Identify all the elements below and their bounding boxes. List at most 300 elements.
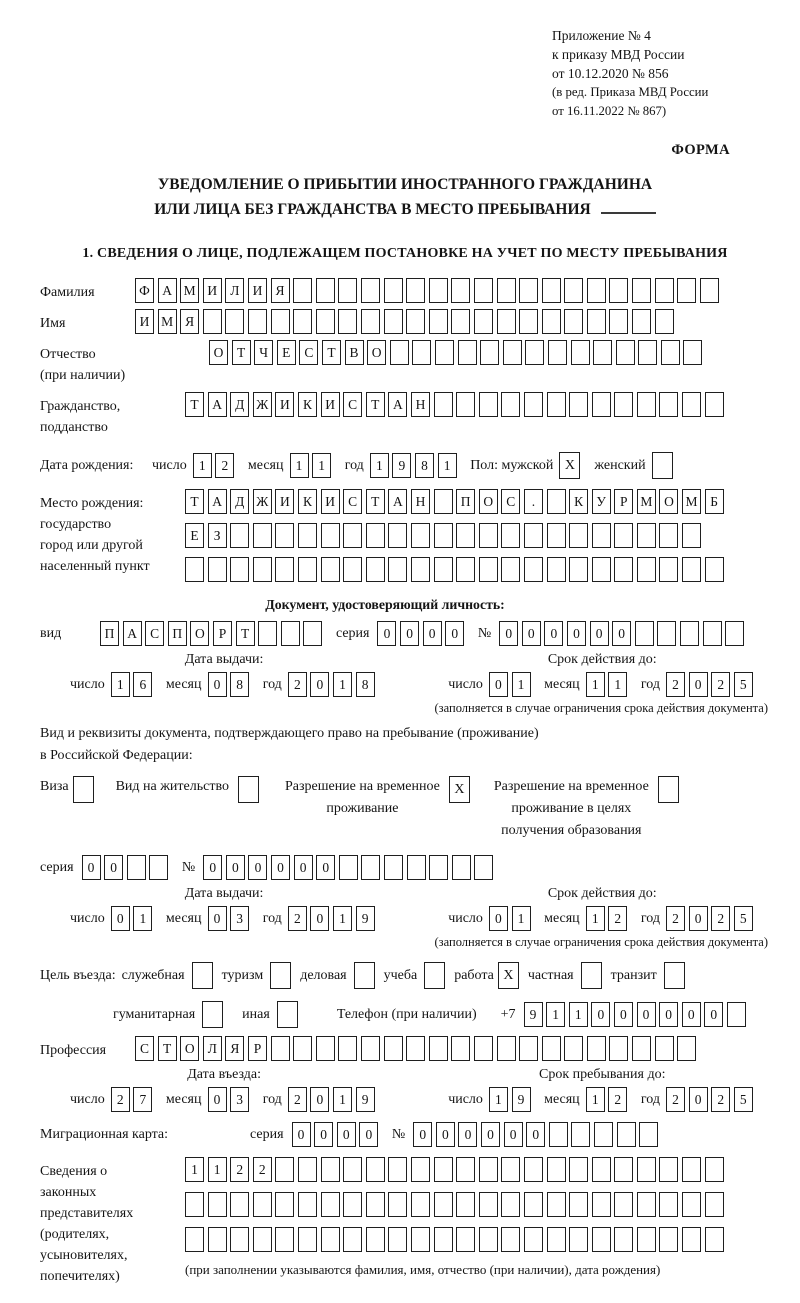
permit-number-cell[interactable] bbox=[339, 855, 358, 880]
representatives-cell[interactable] bbox=[614, 1192, 633, 1217]
day-cell[interactable]: 2 bbox=[111, 1087, 130, 1112]
citizenship-cell[interactable]: Ж bbox=[253, 392, 272, 417]
representatives-cell[interactable]: 2 bbox=[253, 1157, 272, 1182]
visa-checkbox[interactable] bbox=[73, 776, 94, 803]
citizenship-cell[interactable] bbox=[524, 392, 543, 417]
patronymic-cell[interactable] bbox=[638, 340, 657, 365]
doc-kind-cell[interactable]: С bbox=[145, 621, 164, 646]
citizenship-cell[interactable] bbox=[682, 392, 701, 417]
representatives-cell[interactable] bbox=[253, 1227, 272, 1252]
patronymic-cell[interactable]: Т bbox=[232, 340, 251, 365]
patronymic-cell[interactable]: Т bbox=[322, 340, 341, 365]
representatives-cell[interactable] bbox=[614, 1227, 633, 1252]
representatives-cell[interactable] bbox=[388, 1192, 407, 1217]
representatives-cell[interactable] bbox=[185, 1192, 204, 1217]
citizenship-cell[interactable] bbox=[434, 392, 453, 417]
profession-cell[interactable] bbox=[497, 1036, 516, 1061]
surname-cell[interactable] bbox=[587, 278, 606, 303]
surname-cell[interactable]: Ф bbox=[135, 278, 154, 303]
birthplace-cell[interactable]: Ж bbox=[253, 489, 272, 514]
given-name-cell[interactable] bbox=[225, 309, 244, 334]
profession-cell[interactable] bbox=[361, 1036, 380, 1061]
birthplace-cell[interactable] bbox=[388, 557, 407, 582]
birthplace-cell[interactable] bbox=[501, 557, 520, 582]
given-name-cell[interactable] bbox=[271, 309, 290, 334]
day-cell[interactable]: 7 bbox=[133, 1087, 152, 1112]
representatives-cell[interactable] bbox=[230, 1227, 249, 1252]
birthplace-cell[interactable] bbox=[614, 523, 633, 548]
birthplace-cell[interactable] bbox=[411, 523, 430, 548]
birthplace-cell[interactable]: М bbox=[637, 489, 656, 514]
patronymic-cell[interactable]: Е bbox=[277, 340, 296, 365]
day-cell[interactable]: 1 bbox=[489, 1087, 508, 1112]
purpose-business-checkbox[interactable] bbox=[354, 962, 375, 989]
migration-series-cell[interactable]: 0 bbox=[292, 1122, 311, 1147]
patronymic-cell[interactable]: С bbox=[299, 340, 318, 365]
representatives-cell[interactable] bbox=[569, 1157, 588, 1182]
representatives-cell[interactable] bbox=[434, 1157, 453, 1182]
permit-number-cell[interactable]: 0 bbox=[294, 855, 313, 880]
year-cell[interactable]: 0 bbox=[310, 906, 329, 931]
migration-series-cell[interactable]: 0 bbox=[359, 1122, 378, 1147]
patronymic-cell[interactable]: Ч bbox=[254, 340, 273, 365]
given-name-cell[interactable]: И bbox=[135, 309, 154, 334]
profession-cell[interactable]: С bbox=[135, 1036, 154, 1061]
purpose-humanitarian-checkbox[interactable] bbox=[202, 1001, 223, 1028]
birthplace-cell[interactable]: К bbox=[298, 489, 317, 514]
permit-number-cell[interactable]: 0 bbox=[316, 855, 335, 880]
citizenship-cell[interactable] bbox=[705, 392, 724, 417]
purpose-official-checkbox[interactable] bbox=[192, 962, 213, 989]
representatives-cell[interactable] bbox=[208, 1192, 227, 1217]
representatives-cell[interactable] bbox=[592, 1192, 611, 1217]
profession-cell[interactable] bbox=[632, 1036, 651, 1061]
birthplace-cell[interactable] bbox=[501, 523, 520, 548]
birthplace-cell[interactable]: Н bbox=[411, 489, 430, 514]
surname-cell[interactable] bbox=[497, 278, 516, 303]
birthplace-cell[interactable]: И bbox=[321, 489, 340, 514]
birthplace-cell[interactable] bbox=[298, 557, 317, 582]
representatives-cell[interactable] bbox=[321, 1157, 340, 1182]
doc-number-cell[interactable] bbox=[703, 621, 722, 646]
birthplace-cell[interactable] bbox=[569, 523, 588, 548]
birthplace-cell[interactable] bbox=[456, 523, 475, 548]
migration-number-cell[interactable]: 0 bbox=[458, 1122, 477, 1147]
given-name-cell[interactable] bbox=[655, 309, 674, 334]
profession-cell[interactable] bbox=[451, 1036, 470, 1061]
surname-cell[interactable] bbox=[338, 278, 357, 303]
birthplace-cell[interactable] bbox=[343, 523, 362, 548]
surname-cell[interactable] bbox=[384, 278, 403, 303]
month-cell[interactable]: 0 bbox=[208, 906, 227, 931]
representatives-cell[interactable] bbox=[366, 1227, 385, 1252]
birthplace-cell[interactable]: Р bbox=[614, 489, 633, 514]
birthplace-cell[interactable] bbox=[592, 523, 611, 548]
migration-number-cell[interactable] bbox=[571, 1122, 590, 1147]
birth-month-cell[interactable]: 1 bbox=[290, 453, 309, 478]
year-cell[interactable]: 0 bbox=[689, 1087, 708, 1112]
birthplace-cell[interactable] bbox=[321, 523, 340, 548]
permit-number-cell[interactable]: 0 bbox=[271, 855, 290, 880]
birthplace-cell[interactable] bbox=[524, 523, 543, 548]
birth-year-cell[interactable]: 1 bbox=[438, 453, 457, 478]
year-cell[interactable]: 2 bbox=[288, 906, 307, 931]
profession-cell[interactable] bbox=[519, 1036, 538, 1061]
year-cell[interactable]: 2 bbox=[288, 672, 307, 697]
representatives-cell[interactable] bbox=[501, 1192, 520, 1217]
birthplace-cell[interactable]: З bbox=[208, 523, 227, 548]
surname-cell[interactable] bbox=[293, 278, 312, 303]
patronymic-cell[interactable]: В bbox=[345, 340, 364, 365]
representatives-cell[interactable] bbox=[682, 1227, 701, 1252]
birthplace-cell[interactable] bbox=[230, 557, 249, 582]
birthplace-cell[interactable] bbox=[343, 557, 362, 582]
doc-kind-cell[interactable] bbox=[258, 621, 277, 646]
phone-digit-cell[interactable]: 0 bbox=[591, 1002, 610, 1027]
permit-number-cell[interactable] bbox=[429, 855, 448, 880]
year-cell[interactable]: 0 bbox=[310, 672, 329, 697]
temporary-residence-checkbox[interactable]: X bbox=[449, 776, 470, 803]
birthplace-cell[interactable]: А bbox=[388, 489, 407, 514]
doc-kind-cell[interactable] bbox=[281, 621, 300, 646]
doc-kind-cell[interactable]: Т bbox=[236, 621, 255, 646]
birthplace-cell[interactable] bbox=[592, 557, 611, 582]
surname-cell[interactable] bbox=[316, 278, 335, 303]
representatives-cell[interactable] bbox=[637, 1157, 656, 1182]
citizenship-cell[interactable]: Т bbox=[366, 392, 385, 417]
patronymic-cell[interactable] bbox=[480, 340, 499, 365]
purpose-study-checkbox[interactable] bbox=[424, 962, 445, 989]
representatives-cell[interactable] bbox=[388, 1227, 407, 1252]
permit-series-cell[interactable] bbox=[127, 855, 146, 880]
profession-cell[interactable] bbox=[429, 1036, 448, 1061]
month-cell[interactable]: 3 bbox=[230, 1087, 249, 1112]
birthplace-cell[interactable]: О bbox=[479, 489, 498, 514]
birthplace-cell[interactable]: Т bbox=[366, 489, 385, 514]
citizenship-cell[interactable] bbox=[501, 392, 520, 417]
representatives-cell[interactable] bbox=[298, 1157, 317, 1182]
given-name-cell[interactable] bbox=[338, 309, 357, 334]
patronymic-cell[interactable] bbox=[412, 340, 431, 365]
birthplace-cell[interactable] bbox=[253, 557, 272, 582]
birthplace-cell[interactable] bbox=[366, 557, 385, 582]
surname-cell[interactable]: И bbox=[203, 278, 222, 303]
birthplace-cell[interactable] bbox=[479, 523, 498, 548]
month-cell[interactable]: 1 bbox=[608, 672, 627, 697]
birthplace-cell[interactable]: Д bbox=[230, 489, 249, 514]
permit-number-cell[interactable] bbox=[452, 855, 471, 880]
doc-number-cell[interactable] bbox=[657, 621, 676, 646]
year-cell[interactable]: 1 bbox=[333, 1087, 352, 1112]
representatives-cell[interactable] bbox=[524, 1227, 543, 1252]
permit-number-cell[interactable] bbox=[474, 855, 493, 880]
purpose-transit-checkbox[interactable] bbox=[664, 962, 685, 989]
birthplace-cell[interactable] bbox=[253, 523, 272, 548]
birthplace-cell[interactable]: . bbox=[524, 489, 543, 514]
representatives-cell[interactable] bbox=[637, 1192, 656, 1217]
representatives-cell[interactable] bbox=[411, 1157, 430, 1182]
permit-number-cell[interactable]: 0 bbox=[226, 855, 245, 880]
representatives-cell[interactable] bbox=[298, 1227, 317, 1252]
given-name-cell[interactable] bbox=[474, 309, 493, 334]
representatives-cell[interactable] bbox=[434, 1192, 453, 1217]
given-name-cell[interactable] bbox=[542, 309, 561, 334]
day-cell[interactable]: 0 bbox=[489, 906, 508, 931]
month-cell[interactable]: 1 bbox=[586, 906, 605, 931]
birth-day-cell[interactable]: 2 bbox=[215, 453, 234, 478]
profession-cell[interactable]: Р bbox=[248, 1036, 267, 1061]
representatives-cell[interactable] bbox=[501, 1157, 520, 1182]
surname-cell[interactable] bbox=[655, 278, 674, 303]
representatives-cell[interactable] bbox=[298, 1192, 317, 1217]
citizenship-cell[interactable]: К bbox=[298, 392, 317, 417]
phone-digit-cell[interactable]: 0 bbox=[704, 1002, 723, 1027]
patronymic-cell[interactable] bbox=[458, 340, 477, 365]
surname-cell[interactable] bbox=[632, 278, 651, 303]
month-cell[interactable]: 8 bbox=[230, 672, 249, 697]
surname-cell[interactable] bbox=[700, 278, 719, 303]
phone-digit-cell[interactable]: 0 bbox=[682, 1002, 701, 1027]
given-name-cell[interactable] bbox=[316, 309, 335, 334]
year-cell[interactable]: 5 bbox=[734, 906, 753, 931]
representatives-cell[interactable] bbox=[230, 1192, 249, 1217]
profession-cell[interactable] bbox=[293, 1036, 312, 1061]
doc-series-cell[interactable]: 0 bbox=[400, 621, 419, 646]
representatives-cell[interactable] bbox=[614, 1157, 633, 1182]
year-cell[interactable]: 5 bbox=[734, 1087, 753, 1112]
birthplace-cell[interactable]: К bbox=[569, 489, 588, 514]
surname-cell[interactable]: М bbox=[180, 278, 199, 303]
birthplace-cell[interactable]: Т bbox=[185, 489, 204, 514]
permit-number-cell[interactable] bbox=[361, 855, 380, 880]
profession-cell[interactable] bbox=[316, 1036, 335, 1061]
representatives-cell[interactable] bbox=[592, 1157, 611, 1182]
year-cell[interactable]: 2 bbox=[711, 672, 730, 697]
surname-cell[interactable] bbox=[474, 278, 493, 303]
given-name-cell[interactable] bbox=[203, 309, 222, 334]
doc-kind-cell[interactable]: Р bbox=[213, 621, 232, 646]
month-cell[interactable]: 1 bbox=[586, 672, 605, 697]
doc-kind-cell[interactable] bbox=[303, 621, 322, 646]
given-name-cell[interactable] bbox=[564, 309, 583, 334]
citizenship-cell[interactable]: Н bbox=[411, 392, 430, 417]
representatives-cell[interactable] bbox=[275, 1157, 294, 1182]
month-cell[interactable]: 2 bbox=[608, 906, 627, 931]
purpose-work-checkbox[interactable]: X bbox=[498, 962, 519, 989]
doc-number-cell[interactable]: 0 bbox=[499, 621, 518, 646]
profession-cell[interactable]: Я bbox=[225, 1036, 244, 1061]
day-cell[interactable]: 1 bbox=[133, 906, 152, 931]
migration-number-cell[interactable]: 0 bbox=[436, 1122, 455, 1147]
migration-number-cell[interactable] bbox=[549, 1122, 568, 1147]
day-cell[interactable]: 6 bbox=[133, 672, 152, 697]
representatives-cell[interactable] bbox=[659, 1157, 678, 1182]
citizenship-cell[interactable] bbox=[569, 392, 588, 417]
month-cell[interactable]: 1 bbox=[586, 1087, 605, 1112]
doc-kind-cell[interactable]: П bbox=[168, 621, 187, 646]
surname-cell[interactable]: И bbox=[248, 278, 267, 303]
residence-permit-checkbox[interactable] bbox=[238, 776, 259, 803]
birthplace-cell[interactable] bbox=[614, 557, 633, 582]
citizenship-cell[interactable] bbox=[479, 392, 498, 417]
doc-number-cell[interactable] bbox=[680, 621, 699, 646]
phone-digit-cell[interactable]: 0 bbox=[614, 1002, 633, 1027]
birthplace-cell[interactable] bbox=[547, 557, 566, 582]
representatives-cell[interactable] bbox=[411, 1192, 430, 1217]
profession-cell[interactable] bbox=[406, 1036, 425, 1061]
birthplace-cell[interactable]: А bbox=[208, 489, 227, 514]
birthplace-cell[interactable] bbox=[434, 489, 453, 514]
representatives-cell[interactable] bbox=[659, 1192, 678, 1217]
given-name-cell[interactable] bbox=[293, 309, 312, 334]
citizenship-cell[interactable] bbox=[456, 392, 475, 417]
given-name-cell[interactable] bbox=[429, 309, 448, 334]
year-cell[interactable]: 5 bbox=[734, 672, 753, 697]
representatives-cell[interactable] bbox=[343, 1227, 362, 1252]
migration-number-cell[interactable]: 0 bbox=[413, 1122, 432, 1147]
month-cell[interactable]: 2 bbox=[608, 1087, 627, 1112]
surname-cell[interactable]: А bbox=[158, 278, 177, 303]
year-cell[interactable]: 0 bbox=[689, 672, 708, 697]
migration-number-cell[interactable] bbox=[639, 1122, 658, 1147]
phone-digit-cell[interactable]: 0 bbox=[637, 1002, 656, 1027]
citizenship-cell[interactable]: Т bbox=[185, 392, 204, 417]
surname-cell[interactable] bbox=[542, 278, 561, 303]
birth-day-cell[interactable]: 1 bbox=[193, 453, 212, 478]
profession-cell[interactable] bbox=[338, 1036, 357, 1061]
patronymic-cell[interactable] bbox=[503, 340, 522, 365]
birthplace-cell[interactable]: М bbox=[682, 489, 701, 514]
surname-cell[interactable] bbox=[429, 278, 448, 303]
citizenship-cell[interactable]: Д bbox=[230, 392, 249, 417]
profession-cell[interactable] bbox=[677, 1036, 696, 1061]
representatives-cell[interactable] bbox=[456, 1157, 475, 1182]
migration-number-cell[interactable]: 0 bbox=[504, 1122, 523, 1147]
birthplace-cell[interactable] bbox=[682, 557, 701, 582]
doc-series-cell[interactable]: 0 bbox=[423, 621, 442, 646]
representatives-cell[interactable]: 2 bbox=[230, 1157, 249, 1182]
year-cell[interactable]: 1 bbox=[333, 906, 352, 931]
representatives-cell[interactable] bbox=[275, 1227, 294, 1252]
representatives-cell[interactable] bbox=[682, 1192, 701, 1217]
representatives-cell[interactable] bbox=[456, 1227, 475, 1252]
birthplace-cell[interactable] bbox=[637, 523, 656, 548]
phone-digit-cell[interactable]: 1 bbox=[569, 1002, 588, 1027]
representatives-cell[interactable] bbox=[524, 1157, 543, 1182]
permit-series-cell[interactable]: 0 bbox=[82, 855, 101, 880]
patronymic-cell[interactable] bbox=[390, 340, 409, 365]
birthplace-cell[interactable] bbox=[547, 489, 566, 514]
citizenship-cell[interactable] bbox=[614, 392, 633, 417]
representatives-cell[interactable] bbox=[434, 1227, 453, 1252]
birth-year-cell[interactable]: 8 bbox=[415, 453, 434, 478]
doc-series-cell[interactable]: 0 bbox=[445, 621, 464, 646]
temporary-residence-education-checkbox[interactable] bbox=[658, 776, 679, 803]
representatives-cell[interactable] bbox=[275, 1192, 294, 1217]
year-cell[interactable]: 2 bbox=[666, 906, 685, 931]
birthplace-cell[interactable] bbox=[479, 557, 498, 582]
patronymic-cell[interactable] bbox=[661, 340, 680, 365]
representatives-cell[interactable] bbox=[411, 1227, 430, 1252]
given-name-cell[interactable] bbox=[497, 309, 516, 334]
profession-cell[interactable]: Л bbox=[203, 1036, 222, 1061]
birthplace-cell[interactable]: С bbox=[343, 489, 362, 514]
citizenship-cell[interactable] bbox=[637, 392, 656, 417]
given-name-cell[interactable] bbox=[451, 309, 470, 334]
purpose-private-checkbox[interactable] bbox=[581, 962, 602, 989]
birthplace-cell[interactable] bbox=[637, 557, 656, 582]
representatives-cell[interactable] bbox=[366, 1192, 385, 1217]
birthplace-cell[interactable]: С bbox=[501, 489, 520, 514]
representatives-cell[interactable] bbox=[659, 1227, 678, 1252]
doc-kind-cell[interactable]: О bbox=[190, 621, 209, 646]
representatives-cell[interactable] bbox=[343, 1157, 362, 1182]
representatives-cell[interactable] bbox=[569, 1192, 588, 1217]
birthplace-cell[interactable]: У bbox=[592, 489, 611, 514]
surname-cell[interactable] bbox=[451, 278, 470, 303]
year-cell[interactable]: 9 bbox=[356, 906, 375, 931]
representatives-cell[interactable] bbox=[501, 1227, 520, 1252]
representatives-cell[interactable]: 1 bbox=[208, 1157, 227, 1182]
representatives-cell[interactable] bbox=[479, 1192, 498, 1217]
birth-month-cell[interactable]: 1 bbox=[312, 453, 331, 478]
surname-cell[interactable] bbox=[677, 278, 696, 303]
permit-series-cell[interactable] bbox=[149, 855, 168, 880]
birthplace-cell[interactable] bbox=[275, 523, 294, 548]
birthplace-cell[interactable] bbox=[366, 523, 385, 548]
phone-digit-cell[interactable]: 1 bbox=[546, 1002, 565, 1027]
representatives-cell[interactable] bbox=[547, 1157, 566, 1182]
year-cell[interactable]: 0 bbox=[310, 1087, 329, 1112]
migration-number-cell[interactable]: 0 bbox=[526, 1122, 545, 1147]
patronymic-cell[interactable]: О bbox=[367, 340, 386, 365]
purpose-tourism-checkbox[interactable] bbox=[270, 962, 291, 989]
citizenship-cell[interactable] bbox=[592, 392, 611, 417]
migration-number-cell[interactable] bbox=[594, 1122, 613, 1147]
birthplace-cell[interactable] bbox=[208, 557, 227, 582]
surname-cell[interactable] bbox=[564, 278, 583, 303]
year-cell[interactable]: 2 bbox=[711, 1087, 730, 1112]
day-cell[interactable]: 1 bbox=[512, 906, 531, 931]
doc-number-cell[interactable]: 0 bbox=[522, 621, 541, 646]
migration-series-cell[interactable]: 0 bbox=[314, 1122, 333, 1147]
migration-number-cell[interactable]: 0 bbox=[481, 1122, 500, 1147]
profession-cell[interactable] bbox=[587, 1036, 606, 1061]
birthplace-cell[interactable] bbox=[524, 557, 543, 582]
citizenship-cell[interactable] bbox=[547, 392, 566, 417]
birthplace-cell[interactable] bbox=[659, 523, 678, 548]
doc-number-cell[interactable] bbox=[725, 621, 744, 646]
birthplace-cell[interactable]: И bbox=[275, 489, 294, 514]
citizenship-cell[interactable]: С bbox=[343, 392, 362, 417]
birth-year-cell[interactable]: 1 bbox=[370, 453, 389, 478]
doc-number-cell[interactable]: 0 bbox=[567, 621, 586, 646]
doc-series-cell[interactable]: 0 bbox=[377, 621, 396, 646]
year-cell[interactable]: 2 bbox=[711, 906, 730, 931]
given-name-cell[interactable]: Я bbox=[180, 309, 199, 334]
permit-series-cell[interactable]: 0 bbox=[104, 855, 123, 880]
doc-number-cell[interactable] bbox=[635, 621, 654, 646]
doc-kind-cell[interactable]: П bbox=[100, 621, 119, 646]
profession-cell[interactable] bbox=[542, 1036, 561, 1061]
citizenship-cell[interactable]: А bbox=[208, 392, 227, 417]
given-name-cell[interactable] bbox=[361, 309, 380, 334]
patronymic-cell[interactable] bbox=[548, 340, 567, 365]
surname-cell[interactable] bbox=[361, 278, 380, 303]
citizenship-cell[interactable]: И bbox=[321, 392, 340, 417]
birthplace-cell[interactable] bbox=[230, 523, 249, 548]
birthplace-cell[interactable]: Б bbox=[705, 489, 724, 514]
